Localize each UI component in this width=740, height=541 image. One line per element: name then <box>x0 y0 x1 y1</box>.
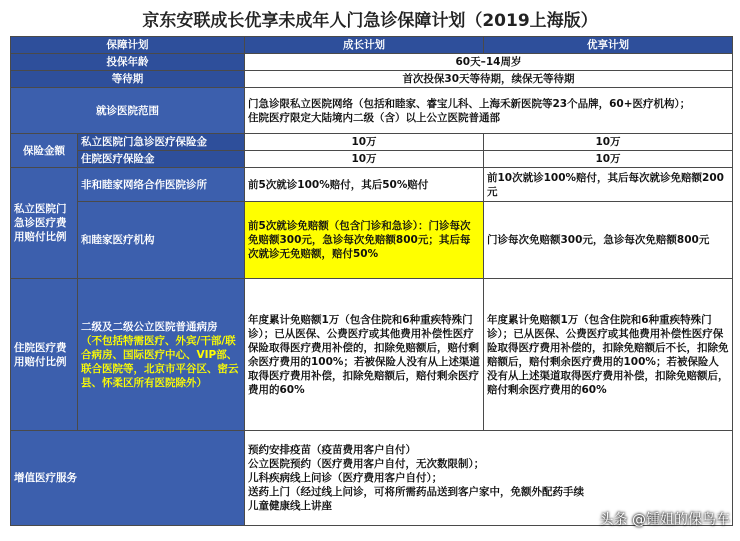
united-family-label: 和睦家医疗机构 <box>78 202 245 279</box>
sum-inpatient-growth: 10万 <box>245 151 484 168</box>
scope-line-2: 住院医疗限定大陆境内二级（含）以上公立医院普通部 <box>248 111 500 124</box>
waiting-value: 首次投保30天等待期，续保无等待期 <box>245 71 733 88</box>
table-row <box>11 54 733 71</box>
table-row <box>11 151 733 168</box>
inpatient-premium: 年度累计免赔额1万（包含住院和6种重疾特殊门诊）；已从医保、公费医疗或其他费用补偿性医疗保险取得医疗费用补偿的，扣除免赔额后不长，扣除免赔额后，赔付剩余医疗费用的100%；若被保险人没有从上述渠道取得医疗费用补偿，扣除免赔额后，赔付剩余医疗费用的60% <box>484 279 733 431</box>
insurance-plan-table <box>10 36 733 526</box>
inpatient-exclusion: （不包括特需医疗、外宾/干部/联合病房、国际医疗中心、VIP部、联合医院等，北京市平谷区、密云县、怀柔区所有医院除外） <box>81 334 239 389</box>
waiting-label: 等待期 <box>11 71 245 88</box>
inpatient-sub-label: 二级及二级公立医院普通病房 <box>81 320 218 333</box>
header-growth-plan: 成长计划 <box>245 37 484 54</box>
table-row <box>11 71 733 88</box>
list-item: 儿童健康线上讲座 <box>248 500 332 512</box>
value-added-label: 增值医疗服务 <box>11 431 245 526</box>
inpatient-sub <box>78 279 245 431</box>
sum-outpatient-premium: 10万 <box>484 134 733 151</box>
private-clinic-label: 私立医院门急诊医疗费用赔付比例 <box>11 168 78 279</box>
table-header-row <box>11 37 733 54</box>
list-item: 预约安排疫苗（疫苗费用客户自付） <box>248 444 416 456</box>
table-row <box>11 279 733 431</box>
united-family-premium: 门诊每次免赔额300元，急诊每次免赔额800元 <box>484 202 733 279</box>
non-network-growth: 前5次就诊100%赔付，其后50%赔付 <box>245 168 484 202</box>
table-row <box>11 202 733 279</box>
table-row <box>11 168 733 202</box>
non-network-premium: 前10次就诊100%赔付，其后每次就诊免赔额200元 <box>484 168 733 202</box>
inpatient-growth: 年度累计免赔额1万（包含住院和6种重疾特殊门诊）；已从医保、公费医疗或其他费用补偿性医疗保险取得医疗费用补偿的，扣除免赔额后，赔付剩余医疗费用的100%；若被保险人没有从上述渠道取得医疗费用补偿，扣除免赔额后，赔付剩余医疗费用的60% <box>245 279 484 431</box>
source-watermark: 头条 @锺姐的保鸟车 <box>599 512 730 528</box>
non-network-label: 非和睦家网络合作医院诊所 <box>78 168 245 202</box>
united-family-growth: 前5次就诊免赔额（包含门诊和急诊）：门诊每次免赔额300元，急诊每次免赔额800元；其后每次就诊无免赔额，赔付50% <box>245 202 484 279</box>
header-plan: 保障计划 <box>11 37 245 54</box>
table-row <box>11 88 733 134</box>
sum-label: 保险金额 <box>11 134 78 168</box>
page-title: 京东安联成长优享未成年人门急诊保障计划（2019上海版） <box>142 10 598 31</box>
age-value: 60天–14周岁 <box>245 54 733 71</box>
header-premium-plan: 优享计划 <box>484 37 733 54</box>
scope-line-1: 门急诊限私立医院网络（包括和睦家、睿宝儿科、上海禾新医院等23个品牌，60+医疗机构）； <box>248 97 691 110</box>
list-item: 儿科疾病线上问诊（医疗费用客户自付）； <box>248 472 443 484</box>
list-item: 公立医院预约（医疗费用客户自付，无次数限制）； <box>248 458 485 470</box>
age-label: 投保年龄 <box>11 54 245 71</box>
sum-outpatient-growth: 10万 <box>245 134 484 151</box>
inpatient-label: 住院医疗费用赔付比例 <box>11 279 78 431</box>
sum-inpatient-label: 住院医疗保险金 <box>78 151 245 168</box>
scope-label: 就诊医院范围 <box>11 88 245 134</box>
scope-value <box>245 88 733 134</box>
sum-outpatient-label: 私立医院门急诊医疗保险金 <box>78 134 245 151</box>
list-item: 送药上门（经过线上问诊，可将所需药品送到客户家中，免额外配药手续 <box>248 486 584 498</box>
sum-inpatient-premium: 10万 <box>484 151 733 168</box>
table-row <box>11 134 733 151</box>
